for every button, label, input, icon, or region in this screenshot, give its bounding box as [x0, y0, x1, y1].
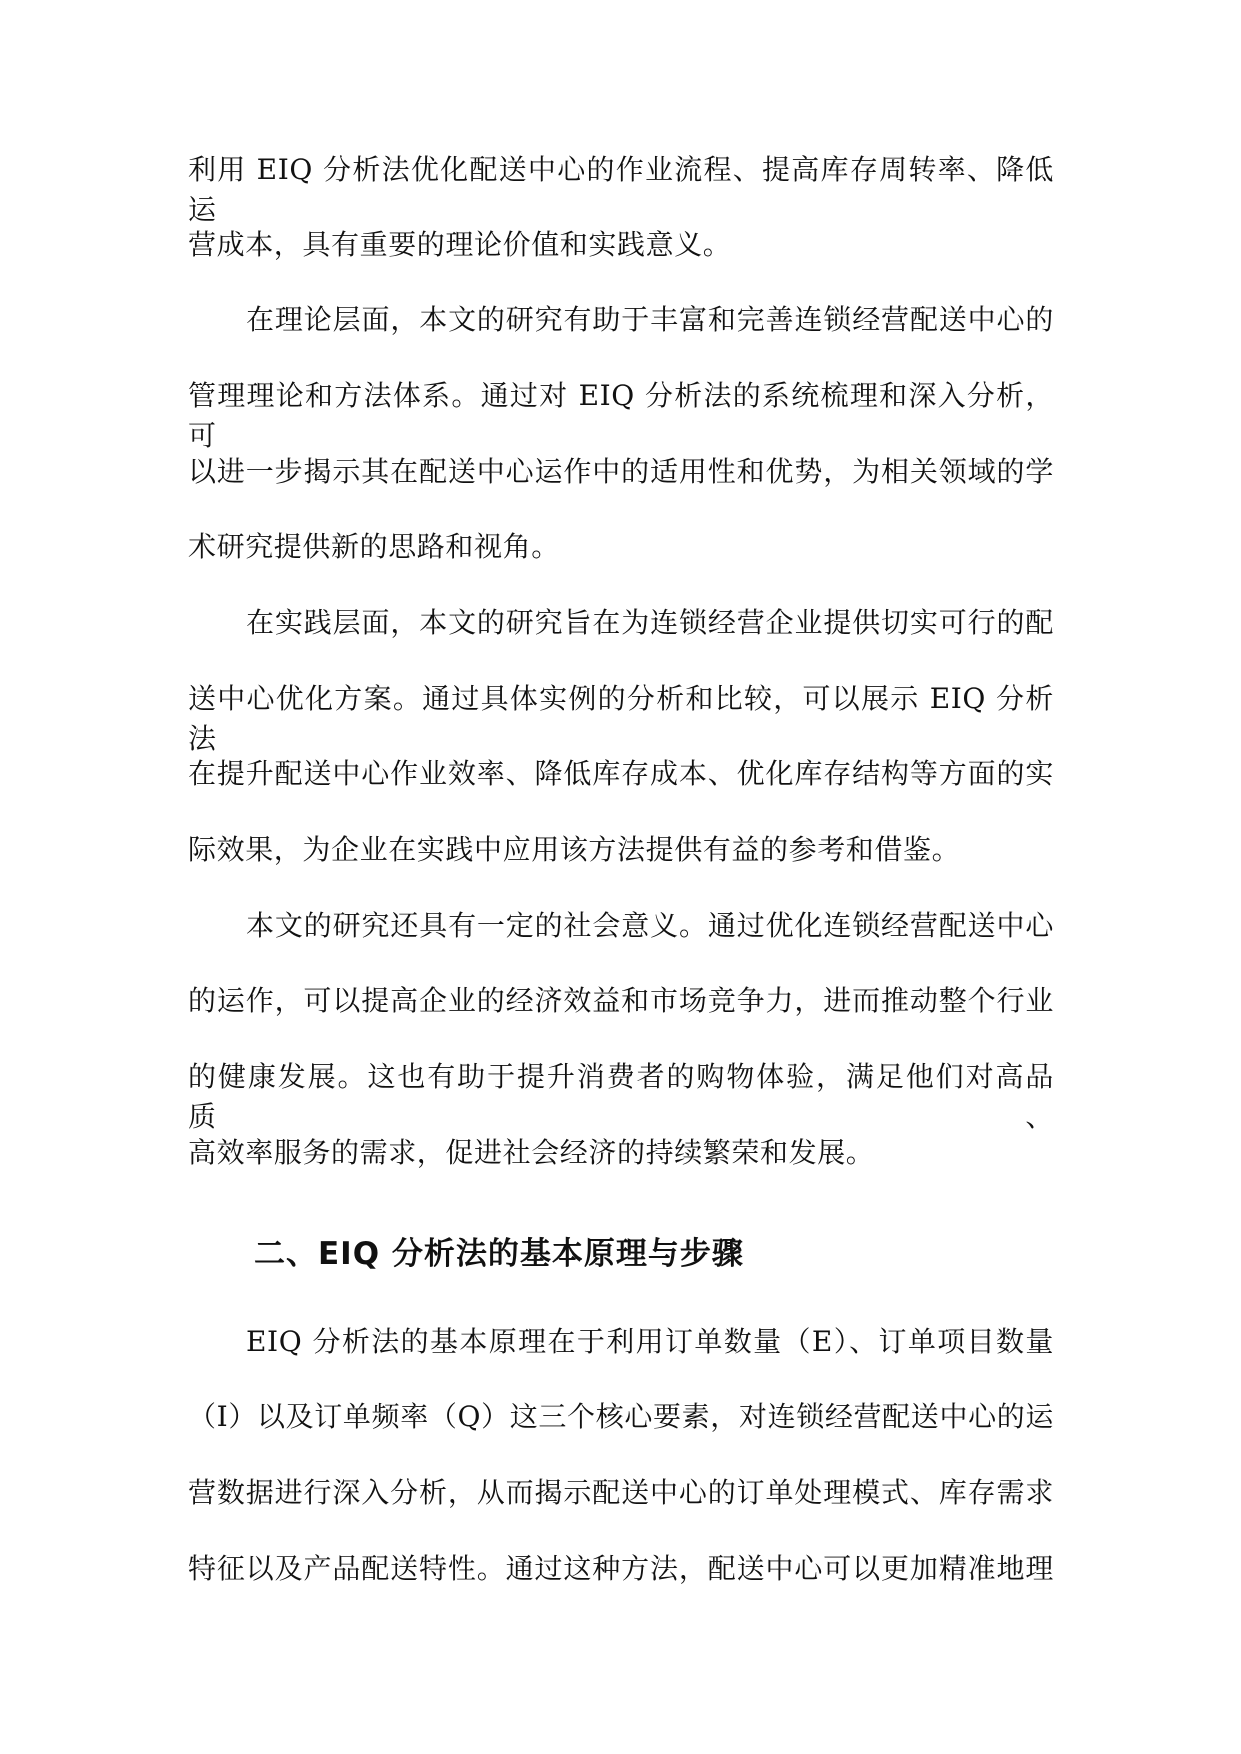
paragraph-line: 特征以及产品配送特性。通过这种方法，配送中心可以更加精准地理: [188, 1552, 1054, 1585]
paragraph-line: 营成本，具有重要的理论价值和实践意义。: [188, 228, 732, 261]
paragraph-line: EIQ 分析法的基本原理在于利用订单数量（E）、订单项目数量: [246, 1325, 1054, 1358]
paragraph-line: 在实践层面，本文的研究旨在为连锁经营企业提供切实可行的配: [246, 606, 1054, 639]
paragraph-line: 的健康发展。这也有助于提升消费者的购物体验，满足他们对高品质、: [188, 1060, 1054, 1133]
paragraph-line: 在理论层面，本文的研究有助于丰富和完善连锁经营配送中心的: [246, 303, 1054, 336]
paragraph-line: 送中心优化方案。通过具体实例的分析和比较，可以展示 EIQ 分析法: [188, 682, 1054, 755]
paragraph-line: 管理理论和方法体系。通过对 EIQ 分析法的系统梳理和深入分析，可: [188, 379, 1054, 452]
paragraph-line: 本文的研究还具有一定的社会意义。通过优化连锁经营配送中心: [246, 909, 1054, 942]
paragraph-line: 以进一步揭示其在配送中心运作中的适用性和优势，为相关领域的学: [188, 455, 1054, 488]
paragraph-line: 利用 EIQ 分析法优化配送中心的作业流程、提高库存周转率、降低运: [188, 153, 1054, 226]
section-heading: 二、EIQ 分析法的基本原理与步骤: [254, 1236, 744, 1272]
paragraph-line: （I）以及订单频率（Q）这三个核心要素，对连锁经营配送中心的运: [188, 1400, 1054, 1433]
paragraph-line: 的运作，可以提高企业的经济效益和市场竞争力，进而推动整个行业: [188, 984, 1054, 1017]
paragraph-line: 高效率服务的需求，促进社会经济的持续繁荣和发展。: [188, 1136, 875, 1169]
paragraph-line: 术研究提供新的思路和视角。: [188, 530, 560, 563]
paragraph-line: 际效果，为企业在实践中应用该方法提供有益的参考和借鉴。: [188, 833, 961, 866]
paragraph-line: 在提升配送中心作业效率、降低库存成本、优化库存结构等方面的实: [188, 757, 1054, 790]
paragraph-line: 营数据进行深入分析，从而揭示配送中心的订单处理模式、库存需求: [188, 1476, 1054, 1509]
